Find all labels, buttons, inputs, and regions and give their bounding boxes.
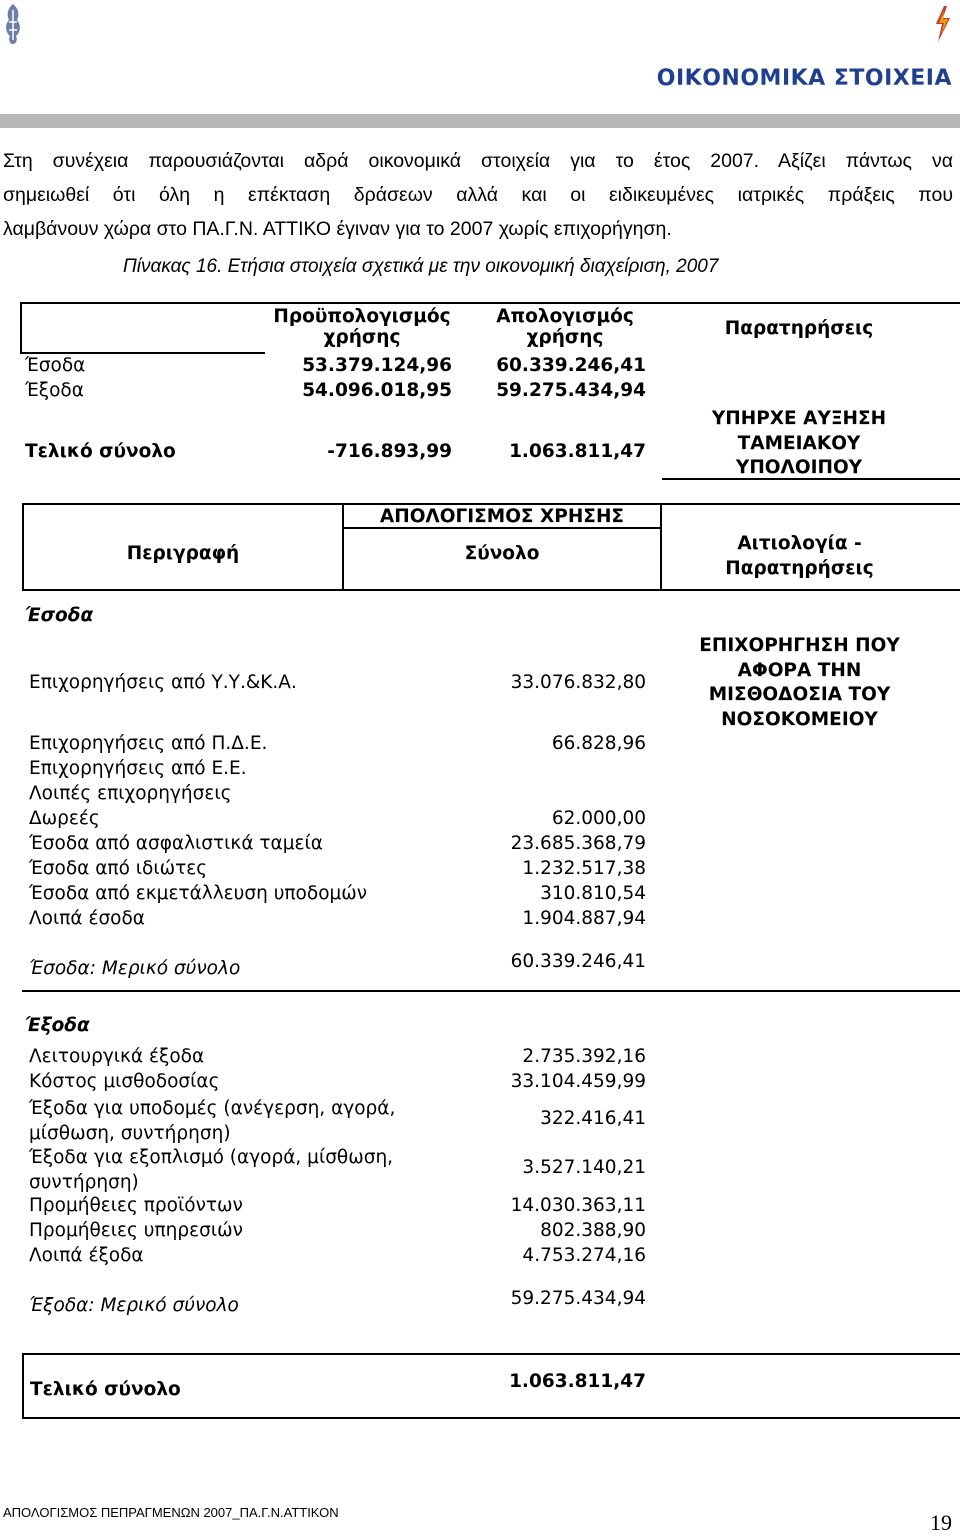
summary-border-top [20,302,960,304]
expense-row-value: 322.416,41 [540,1108,646,1129]
flame-logo-icon [930,4,954,44]
expense-row-value: 3.527.140,21 [522,1157,646,1178]
income-row-label: Έσοδα από ασφαλιστικά ταμεία [29,833,323,854]
summary-row-budget: 53.379.124,96 [302,355,452,376]
intro-line: Στη συνέχεια παρουσιάζονται αδρά οικονομικά στοιχεία για το έτος 2007. Αξίζει πάντως να [3,150,953,172]
summary-row-label: Έξοδα [25,380,84,401]
detail-col-total: Σύνολο [464,543,540,564]
income-row-value: 23.685.368,79 [510,833,646,854]
detail-col-desc: Περιγραφή [126,543,240,564]
summary-row-budget: 54.096.018,95 [302,380,452,401]
expense-row-value: 2.735.392,16 [522,1046,646,1067]
summary-col-notes: Παρατηρήσεις [724,318,874,339]
grand-total-border-left [22,1353,24,1419]
income-note: ΕΠΙΧΟΡΗΓΗΣΗ ΠΟΥ ΑΦΟΡΑ ΤΗΝ ΜΙΣΘΟΔΟΣΙΑ ΤΟΥ ΝΟΣΟΚΟΜΕΙΟΥ [699,635,900,730]
income-row-label: Επιχορηγήσεις από Π.Δ.Ε. [29,733,268,754]
expense-subtotal-label: Έξοδα: Μερικό σύνολο [29,1295,239,1316]
table-caption: Πίνακας 16. Ετήσια στοιχεία σχετικά με την οικονομική διαχείριση, 2007 [123,256,719,277]
income-row-label: Επιχορηγήσεις από Υ.Υ.&Κ.Α. [29,672,297,693]
expense-row-label: Λειτουργικά έξοδα [29,1046,205,1067]
income-section-divider [22,990,960,992]
footer-document-title: ΑΠΟΛΟΓΙΣΜΟΣ ΠΕΠΡΑΓΜΕΝΩΝ 2007_ΠΑ.Γ.Ν.ΑΤΤΙΚΟΝ [3,1505,339,1520]
income-row-value: 33.076.832,80 [510,672,646,693]
detail-group-header: ΑΠΟΛΟΓΙΣΜΟΣ ΧΡΗΣΗΣ [379,506,625,527]
income-subtotal-label: Έσοδα: Μερικό σύνολο [29,958,241,979]
income-row-label: Λοιπά έσοδα [29,908,146,929]
detail-border-top [22,503,960,505]
income-subtotal-value: 60.339.246,41 [510,951,646,972]
income-row-label: Λοιπές επιχορηγήσεις [29,783,232,804]
expense-row-value: 4.753.274,16 [522,1245,646,1266]
income-row-value: 310.810,54 [540,883,646,904]
grand-total-border-bottom [22,1417,960,1419]
summary-border-left [20,302,22,354]
income-section-title: Έσοδα [25,605,94,626]
expense-row-value: 802.388,90 [540,1220,646,1241]
detail-col-reason: Αιτιολογία - Παρατηρήσεις [725,533,874,579]
expense-row-label: Προμήθειες υπηρεσιών [29,1220,243,1241]
expense-row-label: Έξοδα για υποδομές (ανέγερση, αγορά, μίσθωση, συντήρηση) [29,1098,396,1144]
income-row-label: Έσοδα από εκμετάλλευση υποδομών [29,883,368,904]
summary-header-divider [20,352,265,354]
expense-row-value: 33.104.459,99 [510,1071,646,1092]
summary-row-actual: 59.275.434,94 [496,380,646,401]
summary-row-label: Έσοδα [25,355,86,376]
expense-row-label: Κόστος μισθοδοσίας [29,1071,220,1092]
expense-row-value: 14.030.363,11 [510,1195,646,1216]
page-header-title: ΟΙΚΟΝΟΜΙΚΑ ΣΤΟΙΧΕΙΑ [656,66,952,91]
expense-row-label: Λοιπά έξοδα [29,1245,144,1266]
detail-header-bottom [22,589,960,591]
expense-row-label: Έξοδα για εξοπλισμό (αγορά, μίσθωση, συντήρηση) [29,1147,394,1193]
income-row-value: 1.232.517,38 [522,858,646,879]
expense-section-title: Έξοδα [25,1015,90,1036]
expense-subtotal-value: 59.275.434,94 [510,1288,646,1309]
intro-line: σημειωθεί ότι όλη η επέκταση δράσεων αλλά και οι ειδικευμένες ιατρικές πράξεις που [3,184,953,206]
intro-paragraph [3,144,953,246]
income-row-value: 66.828,96 [551,733,646,754]
summary-total-actual: 1.063.811,47 [509,441,646,462]
income-row-label: Έσοδα από ιδιώτες [29,858,208,879]
grand-total-value: 1.063.811,47 [509,1371,646,1392]
income-row-label: Επιχορηγήσεις από Ε.Ε. [29,758,247,779]
grand-total-border-top [22,1353,960,1355]
intro-line: λαμβάνουν χώρα στο ΠΑ.Γ.Ν. ΑΤΤΙΚΟ έγιναν για το 2007 χωρίς επιχορήγηση. [3,218,672,240]
detail-group-divider [342,527,662,529]
income-row-value: 62.000,00 [551,808,646,829]
income-row-label: Δωρεές [29,808,100,829]
income-row-value: 1.904.887,94 [522,908,646,929]
summary-total-budget: -716.893,99 [327,441,452,462]
summary-total-label: Τελικό σύνολο [25,441,176,462]
summary-col-actual: Απολογισμός χρήσης [496,306,634,348]
summary-col-budget: Προϋπολογισμός χρήσης [273,306,451,348]
grand-total-label: Τελικό σύνολο [30,1379,181,1400]
summary-row-actual: 60.339.246,41 [496,355,646,376]
hospital-logo-icon [2,2,24,46]
expense-row-label: Προμήθειες προϊόντων [29,1195,243,1216]
page-number: 19 [930,1510,952,1535]
header-divider-bar [0,114,960,128]
summary-total-note: ΥΠΗΡΧΕ ΑΥΞΗΣΗ ΤΑΜΕΙΑΚΟΥ ΥΠΟΛΟΙΠΟΥ [711,408,887,478]
